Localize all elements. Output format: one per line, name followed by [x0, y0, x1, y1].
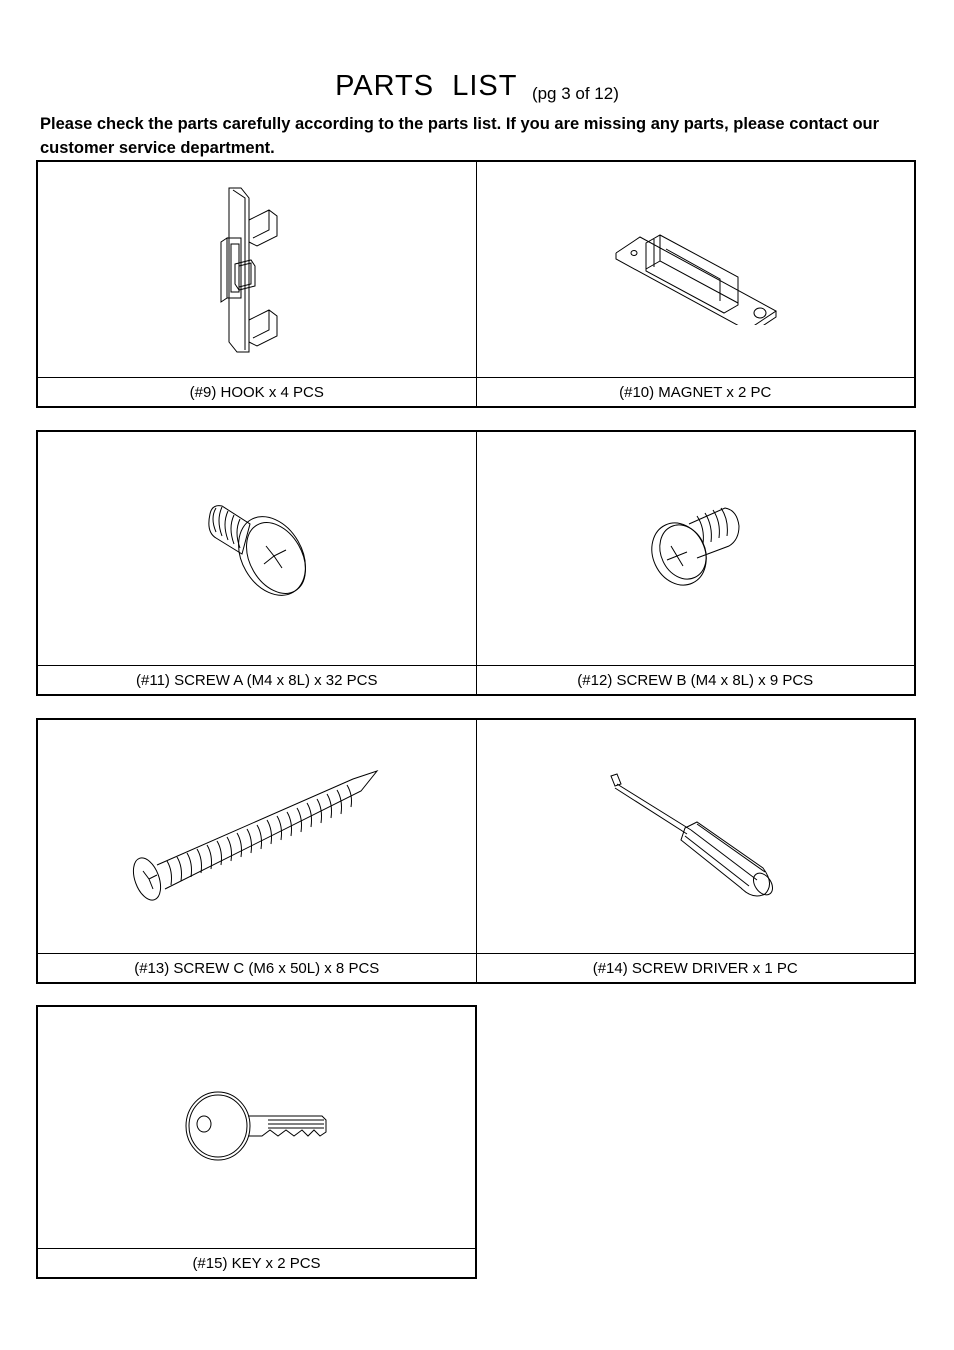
part-caption: (#14) SCREW DRIVER x 1 PC [477, 953, 915, 982]
screwdriver-icon [605, 772, 785, 902]
screw-a-icon [202, 494, 312, 604]
part-image [477, 162, 915, 377]
part-caption: (#11) SCREW A (M4 x 8L) x 32 PCS [38, 665, 476, 694]
part-image [38, 162, 476, 377]
screw-b-icon [645, 504, 745, 594]
part-cell-screw-c [38, 720, 476, 982]
part-caption: (#15) KEY x 2 PCS [38, 1248, 475, 1277]
part-image [38, 432, 476, 665]
part-image [38, 720, 476, 953]
page-title [0, 70, 954, 103]
parts-row-3 [36, 718, 916, 984]
screw-c-icon [127, 767, 387, 907]
part-image [38, 1007, 475, 1248]
part-caption: (#9) HOOK x 4 PCS [38, 377, 476, 406]
part-cell-hook [38, 162, 476, 406]
hook-icon [207, 180, 307, 360]
part-caption: (#10) MAGNET x 2 PC [477, 377, 915, 406]
magnet-icon [610, 215, 780, 325]
part-cell-screw-b [476, 432, 915, 694]
part-image [477, 432, 915, 665]
part-image [477, 720, 915, 953]
part-caption: (#12) SCREW B (M4 x 8L) x 9 PCS [477, 665, 915, 694]
part-cell-magnet [476, 162, 915, 406]
part-cell-screw-a [38, 432, 476, 694]
part-caption: (#13) SCREW C (M6 x 50L) x 8 PCS [38, 953, 476, 982]
parts-row-2 [36, 430, 916, 696]
key-icon [182, 1088, 332, 1168]
page-indicator: (pg 3 of 12) [531, 84, 619, 103]
intro-text: Please check the parts carefully according to the parts list. If you are missing any parts, please contact our customer service department. [40, 115, 880, 157]
part-cell-screwdriver [476, 720, 915, 982]
part-cell-key [38, 1007, 475, 1277]
title-text: PARTS LIST [335, 70, 518, 102]
parts-row-1 [36, 160, 916, 408]
parts-row-4 [36, 1005, 477, 1279]
